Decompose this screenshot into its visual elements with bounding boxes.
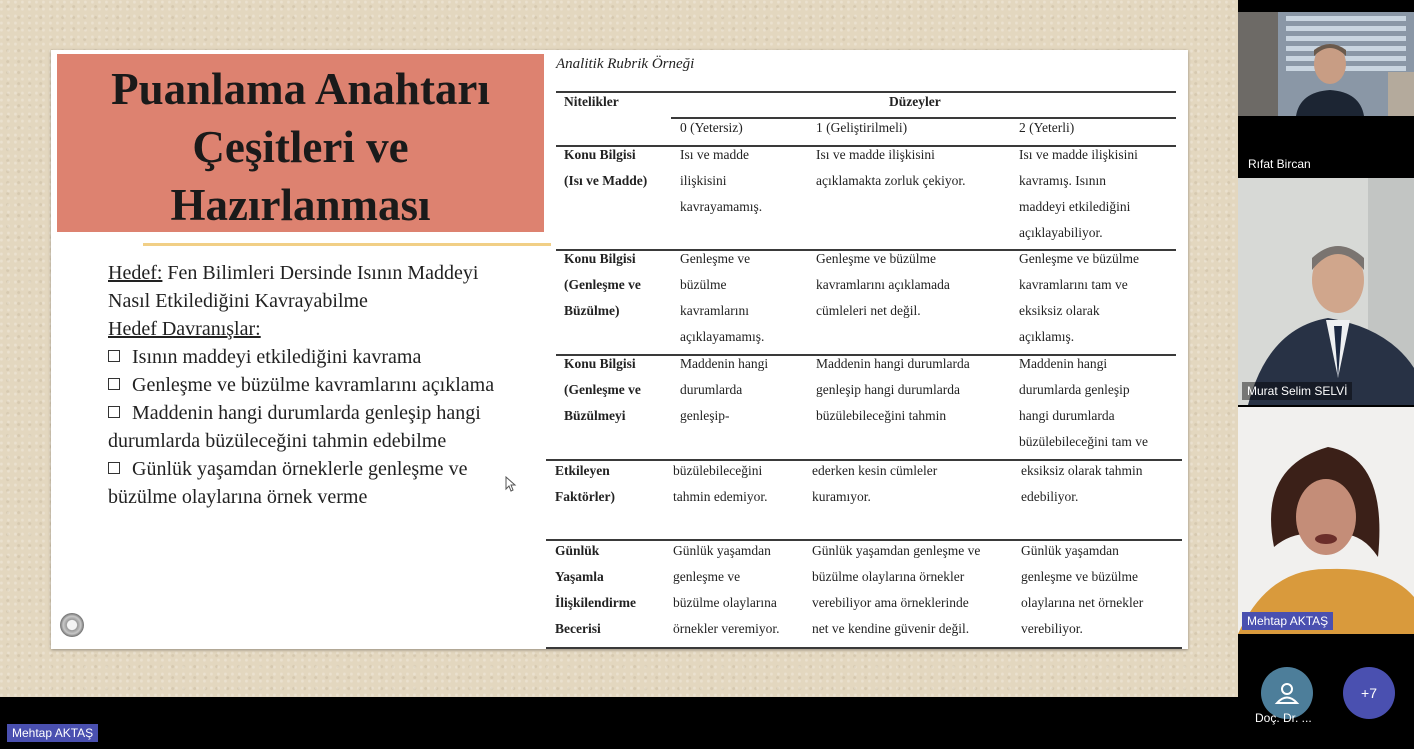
criterion-cell: Konu Bilgisi (Genleşme ve Büzülme): [564, 251, 641, 318]
participant-name: Murat Selim SELVİ: [1242, 382, 1352, 400]
video-feed: [1238, 407, 1414, 634]
level-1-cell: Genleşme ve büzülme kavramlarını açıklamada cümleleri net değil.: [816, 251, 950, 318]
davranislar-label: Hedef Davranışlar:: [108, 318, 261, 340]
criterion-cell: Konu Bilgisi (Genleşme ve Büzülmeyi: [564, 356, 641, 423]
level-2-cell: Maddenin hangi durumlarda genleşip hangi durumlarda büzülebileceğini tam ve: [1019, 356, 1148, 449]
table-rule: [671, 117, 1176, 119]
slide-title-box: [57, 54, 544, 232]
header-level-2: 2 (Yeterli): [1019, 120, 1075, 135]
header-duzeyler: Düzeyler: [889, 94, 941, 109]
title-line: Hazırlanması: [170, 180, 431, 230]
objective-item: Isının maddeyi etkilediğini kavrama: [132, 346, 422, 368]
presentation-slide: [51, 50, 1188, 649]
objective-item: Günlük yaşamdan örneklerle genleşme ve: [132, 458, 468, 480]
hedef-text-cont: Nasıl Etkilediğini Kavrayabilme: [108, 290, 368, 312]
slide-title: [57, 60, 544, 234]
criterion-cell: Konu Bilgisi (Isı ve Madde): [564, 147, 648, 188]
hedef-text: Fen Bilimleri Dersinde Isının Maddeyi: [162, 262, 479, 284]
more-participants-button[interactable]: +7: [1343, 667, 1395, 719]
objective-item-cont: durumlarda büzüleceğini tahmin edebilme: [108, 430, 447, 452]
criterion-cell: Etkileyen Faktörler): [555, 463, 615, 504]
level-2-cell: Genleşme ve büzülme kavramlarını tam ve eksiksiz olarak açıklamış.: [1019, 251, 1139, 344]
level-1-cell: Isı ve madde ilişkisini açıklamakta zorluk çekiyor.: [816, 147, 966, 188]
participant-name: Doç. Dr. ...: [1255, 711, 1312, 725]
objective-item-cont: büzülme olaylarına örnek verme: [108, 486, 368, 508]
title-line: Puanlama Anahtarı: [111, 64, 490, 114]
hedef-label: Hedef:: [108, 262, 163, 284]
participants-panel: [1238, 0, 1414, 725]
level-0-cell: büzülebileceğini tahmin edemiyor.: [673, 463, 768, 504]
objective-item: Maddenin hangi durumlarda genleşip hangi: [132, 402, 481, 424]
table-rule: [556, 91, 1176, 93]
participant-name: Rıfat Bircan: [1248, 157, 1311, 171]
level-0-cell: Isı ve madde ilişkisini kavrayamamış.: [680, 147, 763, 214]
level-0-cell: Maddenin hangi durumlarda genleşip-: [680, 356, 769, 423]
level-2-cell: Isı ve madde ilişkisini kavramış. Isının maddeyi etkilediğini açıklayabiliyor.: [1019, 147, 1138, 240]
person-icon: [1274, 680, 1300, 706]
level-2-cell: eksiksiz olarak tahmin edebiliyor.: [1021, 463, 1143, 504]
checkbox-icon: [108, 406, 120, 418]
participant-tile[interactable]: [1238, 178, 1414, 405]
mouse-cursor-icon: [505, 476, 517, 492]
participant-tile[interactable]: [1238, 407, 1414, 634]
checkbox-icon: [108, 350, 120, 362]
level-1-cell: ederken kesin cümleler kuramıyor.: [812, 463, 938, 504]
slide-options-icon[interactable]: [60, 613, 84, 637]
level-0-cell: Genleşme ve büzülme kavramlarını açıklayamamış.: [680, 251, 765, 344]
checkbox-icon: [108, 462, 120, 474]
level-0-cell: Günlük yaşamdan genleşme ve büzülme olaylarına örnekler veremiyor.: [673, 543, 780, 636]
header-nitelikler: Nitelikler: [564, 94, 619, 109]
rubric-title: Analitik Rubrik Örneği: [556, 56, 695, 72]
objective-item: Genleşme ve büzülme kavramlarını açıklama: [132, 374, 495, 396]
title-line: Çeşitleri ve: [192, 122, 409, 172]
presenter-name-tag: Mehtap AKTAŞ: [7, 724, 98, 742]
level-1-cell: Günlük yaşamdan genleşme ve büzülme olaylarına örnekler verebiliyor ama örneklerinde net ve kendine güvenir değil.: [812, 543, 981, 636]
objectives-text: [108, 259, 548, 511]
level-2-cell: Günlük yaşamdan genleşme ve büzülme olaylarına net örnekler verebiliyor.: [1021, 543, 1144, 636]
table-rule: [546, 647, 1182, 649]
level-1-cell: Maddenin hangi durumlarda genleşip hangi durumlarda büzülebileceğini tahmin: [816, 356, 970, 423]
video-feed: [1238, 12, 1414, 116]
accent-divider: [143, 243, 551, 246]
header-level-0: 0 (Yetersiz): [680, 120, 743, 135]
header-level-1: 1 (Geliştirilmeli): [816, 120, 908, 135]
criterion-cell: Günlük Yaşamla İlişkilendirme Becerisi: [555, 543, 637, 636]
video-feed: [1238, 178, 1414, 405]
checkbox-icon: [108, 378, 120, 390]
participant-name: Mehtap AKTAŞ: [1242, 612, 1333, 630]
participant-tile[interactable]: [1238, 12, 1414, 176]
